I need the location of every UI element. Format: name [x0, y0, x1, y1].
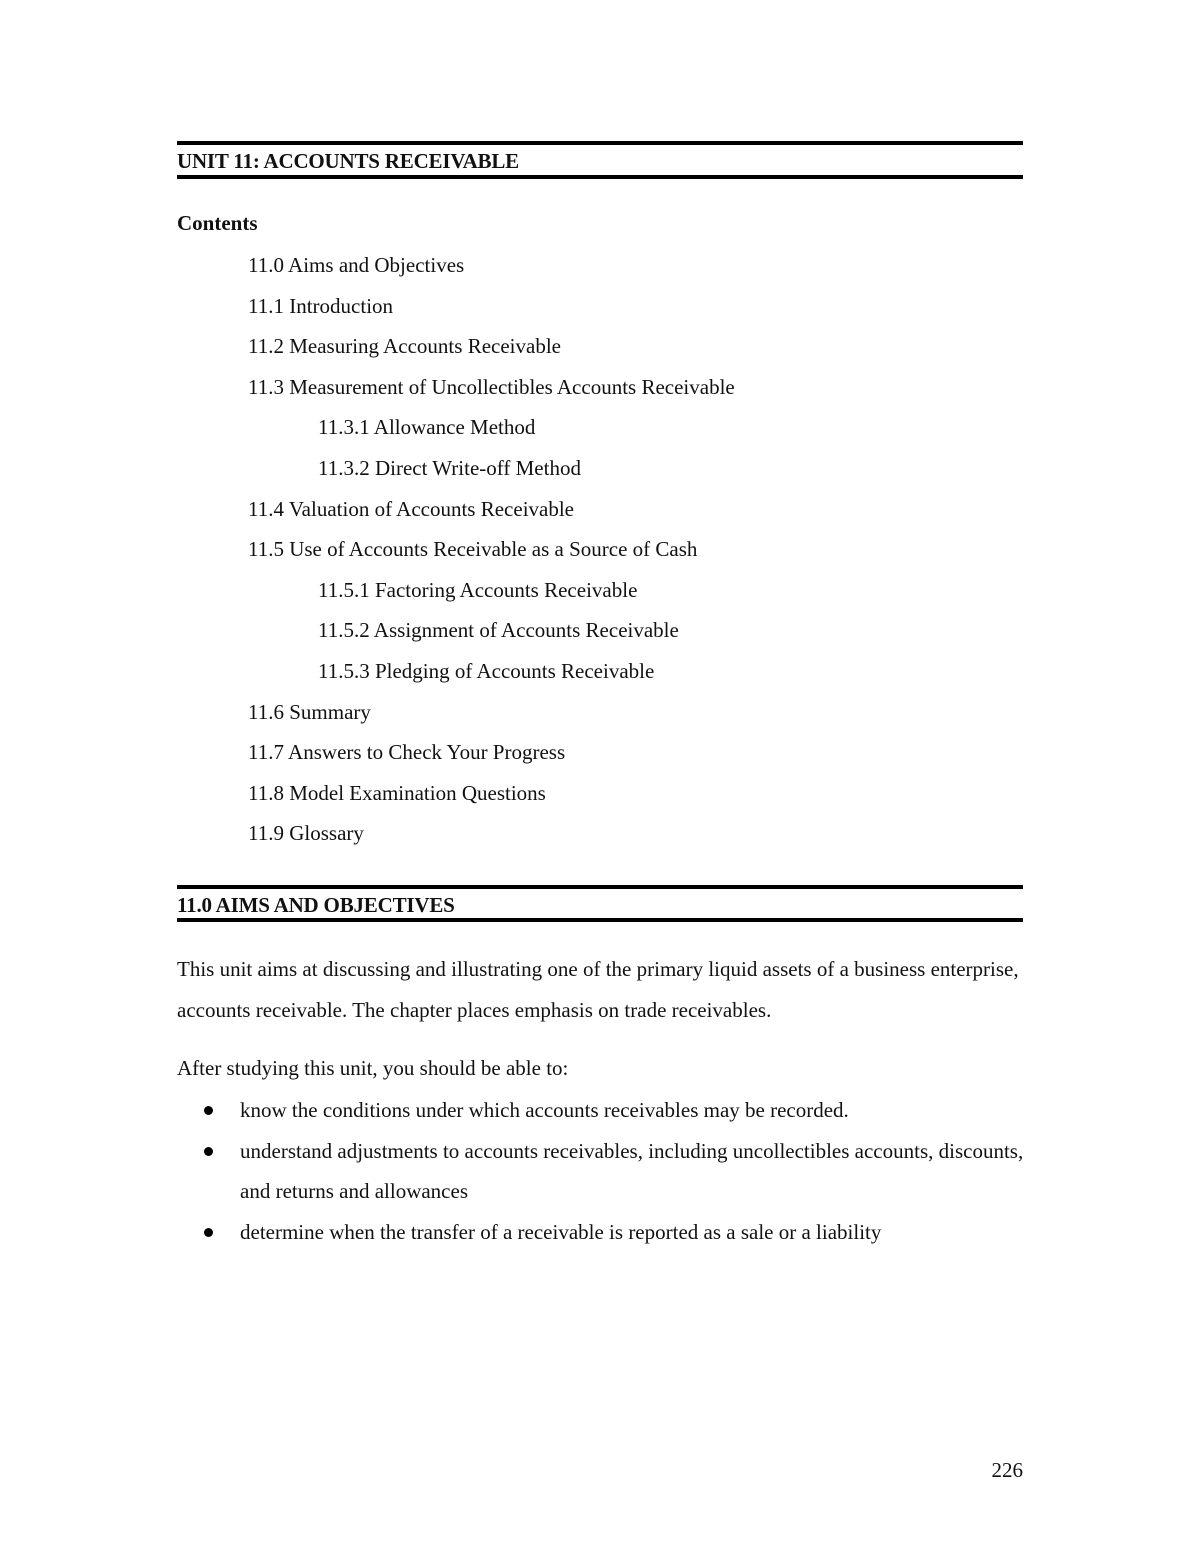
- objective-text: know the conditions under which accounts receivables may be recorded.: [240, 1098, 849, 1122]
- section-top-rule: [177, 885, 1023, 889]
- toc-subitem: 11.3.2 Direct Write-off Method: [318, 455, 581, 480]
- toc-item: 11.3 Measurement of Uncollectibles Accounts Receivable: [248, 374, 735, 399]
- toc-subitem: 11.5.1 Factoring Accounts Receivable: [318, 577, 638, 602]
- objective-item: [177, 1090, 1037, 1131]
- heading-bottom-rule: [177, 175, 1023, 179]
- toc-subitem: 11.3.1 Allowance Method: [318, 415, 536, 440]
- toc-item: 11.9 Glossary: [248, 821, 364, 846]
- bullet-icon: [204, 1228, 213, 1237]
- section-bottom-rule: [177, 918, 1023, 922]
- toc-item: 11.1 Introduction: [248, 293, 394, 318]
- intro-paragraph: This unit aims at discussing and illustrating one of the primary liquid assets of a business enterprise, accounts receivable. The chapter places emphasis on trade receivables.: [177, 957, 1019, 1022]
- page-number: 226: [991, 1458, 1023, 1482]
- toc-item: 11.8 Model Examination Questions: [248, 780, 546, 805]
- bullet-icon: [204, 1147, 213, 1156]
- table-of-contents: [0, 251, 735, 860]
- toc-item: 11.0 Aims and Objectives: [248, 253, 465, 277]
- toc-subitem: 11.5.2 Assignment of Accounts Receivable: [318, 618, 679, 643]
- objective-text: determine when the transfer of a receivable is reported as a sale or a liability: [240, 1219, 882, 1244]
- objectives-lead: After studying this unit, you should be able to:: [177, 1056, 569, 1080]
- toc-item: 11.4 Valuation of Accounts Receivable: [248, 496, 575, 521]
- contents-label: Contents: [177, 211, 258, 235]
- bullet-icon: [204, 1106, 213, 1115]
- toc-item: 11.6 Summary: [248, 699, 371, 724]
- objectives-list: [177, 1090, 1037, 1252]
- toc-item: 11.7 Answers to Check Your Progress: [248, 740, 566, 765]
- objective-text: understand adjustments to accounts receivables, including uncollectibles accounts, discounts, and returns and allowances: [240, 1138, 1024, 1203]
- toc-item: 11.5 Use of Accounts Receivable as a Source of Cash: [248, 537, 698, 562]
- unit-heading: UNIT 11: ACCOUNTS RECEIVABLE: [177, 149, 519, 173]
- objective-item: [177, 1212, 1037, 1253]
- toc-item: 11.2 Measuring Accounts Receivable: [248, 334, 561, 359]
- objective-item: [177, 1131, 1037, 1212]
- heading-top-rule: [177, 141, 1023, 145]
- section-heading: 11.0 AIMS AND OBJECTIVES: [177, 893, 455, 917]
- toc-subitem: 11.5.3 Pledging of Accounts Receivable: [318, 658, 655, 683]
